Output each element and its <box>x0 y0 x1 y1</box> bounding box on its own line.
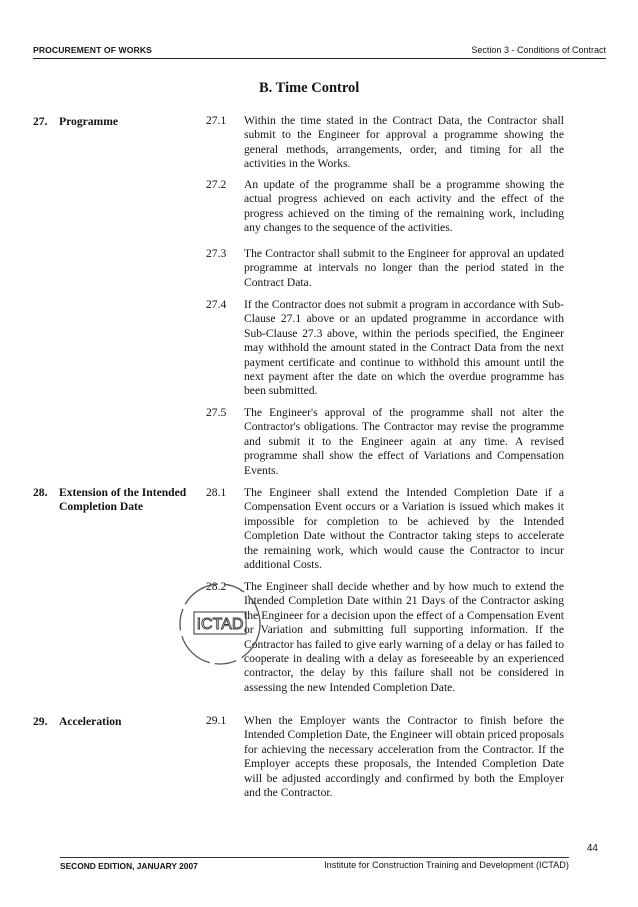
clause-heading-programme <box>33 115 203 129</box>
clause-title: Programme <box>59 115 119 128</box>
page-header <box>33 36 606 59</box>
clause-title: Extension of the Intended Completion Date <box>59 486 187 514</box>
subclause-number: 27.5 <box>206 406 227 419</box>
subclause-text: The Engineer shall decide whether and by how much to extend the Intended Completion Date within 21 Days of the Contractor asking the Engineer for a decision upon the effect of a Compensation Event or Variation and submitting full supporting information. If the Contractor has failed to give early warning of a delay or has failed to cooperate in dealing with a delay as foreseeable by an experienced contractor, the delay by this failure shall not be considered in assessing the new Intended Completion Date. <box>244 580 564 694</box>
subclause-27-2 <box>206 178 564 236</box>
section-title: B. Time Control <box>259 80 360 96</box>
header-right-text: Section 3 - Conditions of Contract <box>471 45 606 55</box>
clause-heading-extension <box>33 486 203 515</box>
subclause-number: 27.2 <box>206 178 227 191</box>
subclause-number: 29.1 <box>206 714 227 727</box>
footer-edition: SECOND EDITION, JANUARY 2007 <box>60 861 198 871</box>
subclause-27-4 <box>206 298 564 399</box>
clause-heading-acceleration <box>33 715 203 729</box>
clause-title: Acceleration <box>59 715 122 728</box>
footer-publisher: Institute for Construction Training and Development (ICTAD) <box>324 860 569 870</box>
clause-number: 29. <box>33 715 48 728</box>
subclause-text: The Engineer's approval of the programme shall not alter the Contractor's obligations. The Contractor may revise the programme and submit it to the Engineer again at any time. A revised programme shall show the effect of Variations and Compensation Events. <box>244 406 564 477</box>
subclause-text: An update of the programme shall be a programme showing the actual progress achieved on each activity and the effect of the progress achieved on the timing of the remaining work, including any changes to the sequence of the activities. <box>244 178 564 235</box>
subclause-text: Within the time stated in the Contract Data, the Contractor shall submit to the Engineer for approval a programme showing the general methods, arrangements, order, and timing for all the activities in the Works. <box>244 114 564 171</box>
subclause-text: When the Employer wants the Contractor to finish before the Intended Completion Date, the Engineer will obtain priced proposals for achieving the necessary acceleration from the Contractor. If the Employer accepts these proposals, the Intended Completion Date will be adjusted accordingly and confirmed by both the Employer and the Contractor. <box>244 714 564 800</box>
subclause-27-3 <box>206 247 564 290</box>
subclause-text: The Contractor shall submit to the Engineer for approval an updated programme at intervals no longer than the period stated in the Contract Data. <box>244 247 564 289</box>
subclause-27-1 <box>206 114 564 172</box>
subclause-28-1 <box>206 486 564 572</box>
subclause-number: 27.4 <box>206 298 227 311</box>
subclause-number: 27.3 <box>206 247 227 260</box>
page-number: 44 <box>586 843 598 854</box>
subclause-27-5 <box>206 406 564 478</box>
header-left-text: PROCUREMENT OF WORKS <box>33 45 152 55</box>
ictad-stamp <box>174 578 266 670</box>
subclause-29-1 <box>206 714 564 800</box>
subclause-number: 28.1 <box>206 486 227 499</box>
clause-number: 27. <box>33 115 48 128</box>
stamp-text: ICTAD <box>196 616 244 633</box>
subclause-number: 28.2 <box>206 580 227 593</box>
subclause-text: If the Contractor does not submit a program in accordance with Sub-Clause 27.1 above or an updated programme in accordance with Sub-Clause 27.3 above, within the periods specified, the Engineer may withhold the amount stated in the Contract Data from the next payment certificate and continue to withhold this amount until the next payment after the date on which the overdue programme has been submitted. <box>244 298 564 398</box>
subclause-number: 27.1 <box>206 114 227 127</box>
clause-number: 28. <box>33 486 48 499</box>
footer-rule <box>60 857 569 859</box>
subclause-text: The Engineer shall extend the Intended Completion Date if a Compensation Event occurs or a Variation is issued which makes it impossible for completion to be achieved by the Intended Completion Date without the Contractor taking steps to accelerate the remaining work, which would cause the Contractor to incur additional Costs. <box>244 486 564 572</box>
